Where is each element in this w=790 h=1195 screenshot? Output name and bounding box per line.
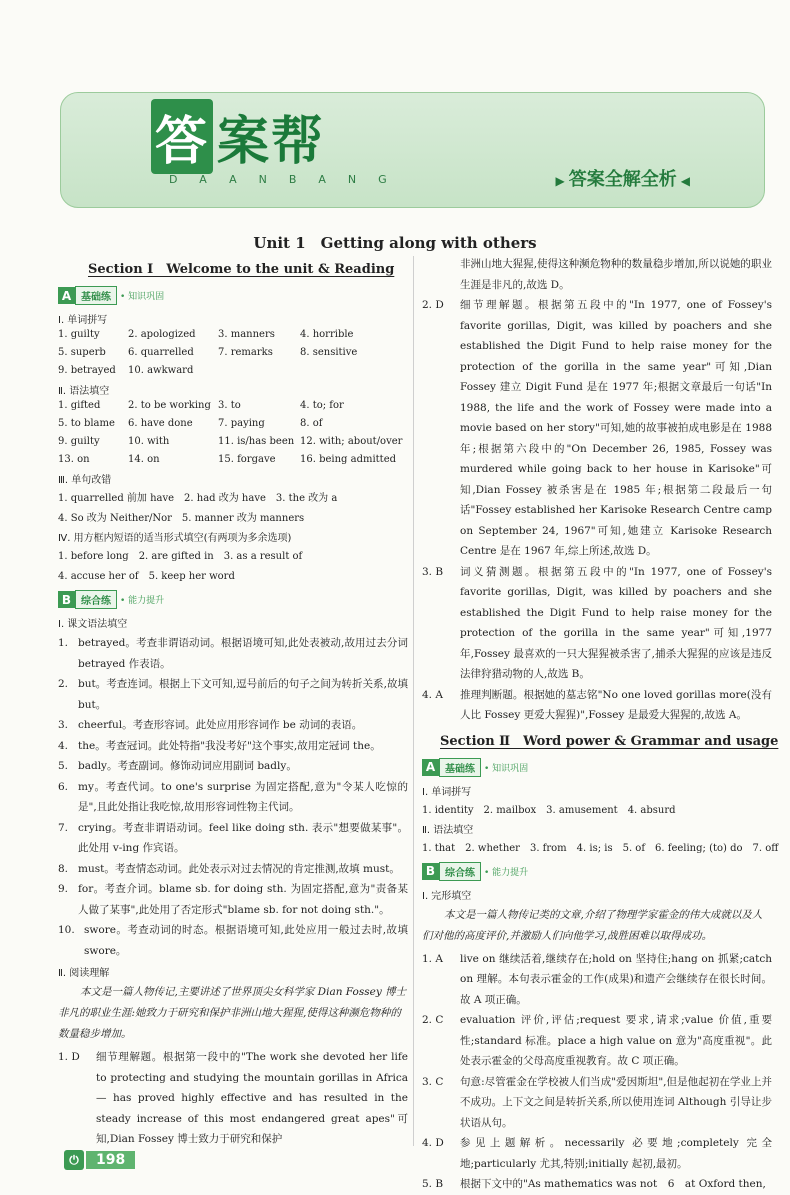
badge-note: • 能力提升 xyxy=(120,596,165,606)
right-column xyxy=(422,256,779,1195)
badge-name: 基础练 xyxy=(75,286,117,305)
page-number-text: 198 xyxy=(86,1151,135,1169)
list-item xyxy=(58,633,408,674)
answer: 4. to; for xyxy=(300,400,344,411)
reading-item xyxy=(58,1047,408,1150)
answer: 9. betrayed xyxy=(58,365,116,376)
item-number: 10. xyxy=(58,924,75,936)
grammar-answers xyxy=(58,400,408,465)
subheading: Ⅱ. 语法填空 xyxy=(58,386,110,397)
item-number: 9. xyxy=(58,883,69,895)
list-item xyxy=(58,777,408,818)
item-number: 4. A xyxy=(422,688,443,701)
item-text: evaluation 评价,评估;request 要求,请求;value 价值,重要性;standard 标准。place a high value on 意为"高度重视"。此处表示霍金的父母高度重视教育。故 C 项正确。 xyxy=(460,1014,772,1067)
cloze-item xyxy=(422,1133,772,1174)
correction-line: 4. So 改为 Neither/Nor 5. manner 改为 manners xyxy=(58,513,305,524)
item-number: 5. xyxy=(58,760,69,772)
badge-note: • 知识巩固 xyxy=(484,763,529,774)
banner-title-first: 答 xyxy=(151,99,213,174)
answer: 8. of xyxy=(300,418,323,429)
list-item xyxy=(58,674,408,715)
banner-title-rest: 案帮 xyxy=(217,111,326,172)
subheading: Ⅲ. 单句改错 xyxy=(58,475,112,486)
cloze-item xyxy=(422,1072,772,1134)
item-number: 3. C xyxy=(422,1075,444,1088)
reading-item xyxy=(422,562,772,685)
answer: 9. guilty xyxy=(58,436,100,447)
item-number: 1. A xyxy=(422,952,443,965)
triangle-left-icon: ◀ xyxy=(680,174,690,188)
page-number xyxy=(64,1150,135,1170)
badge-note: • 能力提升 xyxy=(484,867,529,878)
subheading: Ⅳ. 用方框内短语的适当形式填空(有两项为多余选项) xyxy=(58,533,292,544)
passage-intro: 本文是一篇人物传记,主要讲述了世界顶尖女科学家 Dian Fossey 博士非凡的职业生涯:她致力于研究和保护非洲山地大猩猩,使得这种濒危物种的数量稳步增加。 xyxy=(58,986,407,1040)
item-text: must。考查情态动词。此处表示对过去情况的肯定推测,故填 must。 xyxy=(78,862,400,875)
item-text: 参见上题解析。necessarily 必要地;completely 完全地;particularly 尤其,特别;initially 起初,最初。 xyxy=(460,1137,772,1170)
badge-name: 综合练 xyxy=(75,590,117,609)
item-text: 推理判断题。根据她的墓志铭"No one loved gorillas more(没有人比 Fossey 更爱大猩猩)",Fossey 是最爱大猩猩的,故选 A。 xyxy=(460,688,772,721)
subheading: Ⅱ. 阅读理解 xyxy=(58,968,110,979)
item-text: cheerful。考查形容词。此处应用形容词作 be 动词的表语。 xyxy=(78,719,363,731)
subheading: Ⅱ. 语法填空 xyxy=(422,824,474,836)
item-text: 细节理解题。根据第一段中的"The work she devoted her life to protecting and studying the mountain gorillas in Africa — has proved highly effective and has resulted in the steady increase of this most endangered great apes"可知,Dian Fossey 博士致力于研究和保护 xyxy=(96,1051,408,1145)
answer: 10. awkward xyxy=(128,365,194,376)
badge-basic xyxy=(58,287,164,304)
vocab-line: 1. identity 2. mailbox 3. amusement 4. absurd xyxy=(422,804,676,816)
badge-comprehensive xyxy=(58,591,164,608)
badge-basic xyxy=(422,759,528,776)
cloze-item xyxy=(422,1010,772,1072)
answer: 3. to xyxy=(218,400,241,411)
cloze-item xyxy=(422,949,772,1011)
continued-text: 非洲山地大猩猩,使得这种濒危物种的数量稳步增加,所以说她的职业生涯是非凡的,故选 D。 xyxy=(460,258,772,291)
answer: 2. to be working xyxy=(128,400,211,411)
item-text: my。考查代词。to one's surprise 为固定搭配,意为"令某人吃惊的是",且此处指让我吃惊,故用形容词性物主代词。 xyxy=(78,780,408,813)
item-number: 1. xyxy=(58,637,69,649)
answer: 8. sensitive xyxy=(300,347,358,358)
item-text: live on 继续活着,继续存在;hold on 坚持住;hang on 抓紧;catch on 理解。本句表示霍金的工作(成果)和遗产会继续存在很长时间。故 A 项正确。 xyxy=(460,952,772,1006)
triangle-right-icon: ▶ xyxy=(555,174,565,188)
vocab-answers xyxy=(58,329,408,376)
item-number: 5. B xyxy=(422,1178,444,1190)
item-number: 1. D xyxy=(58,1051,80,1063)
answer: 5. to blame xyxy=(58,418,115,429)
answer: 12. with; about/over xyxy=(300,436,403,447)
subheading: Ⅰ. 单词拼写 xyxy=(422,786,472,798)
item-number: 6. xyxy=(58,780,69,793)
answer: 11. is/has been xyxy=(218,436,295,447)
answer: 1. guilty xyxy=(58,329,100,340)
item-number: 4. D xyxy=(422,1137,444,1149)
answer: 7. paying xyxy=(218,418,265,429)
phrase-line: 4. accuse her of 5. keep her word xyxy=(58,571,235,582)
reading-item xyxy=(422,685,772,726)
badge-name: 综合练 xyxy=(439,862,481,881)
item-number: 4. xyxy=(58,739,69,752)
item-number: 2. D xyxy=(422,299,444,311)
phrase-line: 1. before long 2. are gifted in 3. as a result of xyxy=(58,551,303,562)
list-item xyxy=(58,859,408,880)
answer: 6. quarrelled xyxy=(128,347,194,358)
item-text: betrayed。考查非谓语动词。根据语境可知,此处表被动,故用过去分词 betrayed 作表语。 xyxy=(78,637,408,670)
answer: 13. on xyxy=(58,454,90,465)
answer: 2. apologized xyxy=(128,329,196,340)
list-item xyxy=(58,879,408,920)
banner-subtitle: DAANBANG xyxy=(169,173,409,186)
answer: 10. with xyxy=(128,436,170,447)
list-item xyxy=(58,920,408,961)
item-number: 3. xyxy=(58,719,69,731)
item-text: 细节理解题。根据第五段中的"In 1977, one of Fossey's favorite gorillas, Digit, was killed by poachers and she established the Digit Fund to help raise money for the protection of the gorilla in the same year"可知,Dian Fossey 建立 Digit Fund 是在 1977 年;根据文章最后一句话"In 1988, the life and the work of Fossey were made into a movie based on her story"可知,她的故事被拍成电影是在 1988 年;根据第六段中的"On December 26, 1985, Fossey was murdered while going back to her house in Karisoke"可知,Dian Fossey 被杀害是在 1985 年;根据第二段最后一句话"Fossey established her Karisoke Research Centre camp on September 24, 1967"可知,她建立 Karisoke Research Centre 是在 1967 年,综上所述,故选 D。 xyxy=(460,299,772,557)
item-text: the。考查冠词。此处特指"我没考好"这个事实,故用定冠词 the。 xyxy=(78,739,381,752)
list-item xyxy=(58,736,408,757)
item-text: swore。考查动词的时态。根据语境可知,此处应用一般过去时,故填 swore。 xyxy=(84,924,408,957)
badge-letter: B xyxy=(422,863,439,880)
item-number: 3. B xyxy=(422,565,444,578)
grammar-line: 1. that 2. whether 3. from 4. is; is 5. of 6. feeling; (to) do 7. off xyxy=(422,842,779,854)
item-number: 8. xyxy=(58,862,69,875)
subheading: Ⅰ. 课文语法填空 xyxy=(58,619,128,630)
left-column xyxy=(58,256,408,1150)
answer: 5. superb xyxy=(58,347,106,358)
list-item xyxy=(58,715,408,736)
answer: 4. horrible xyxy=(300,329,354,340)
item-text: for。考查介词。blame sb. for doing sth. 为固定搭配,意为"责备某人做了某事",此处用了否定形式"blame sb. for not doing sth."。 xyxy=(78,883,408,916)
answer: 6. have done xyxy=(128,418,193,429)
banner-title xyxy=(151,93,325,179)
unit-title: Unit 1 Getting along with others xyxy=(253,234,537,252)
badge-letter: A xyxy=(422,759,439,776)
answer: 7. remarks xyxy=(218,347,273,358)
badge-letter: B xyxy=(58,591,75,608)
answer: 16. being admitted xyxy=(300,454,397,465)
item-number: 2. C xyxy=(422,1014,444,1026)
subheading: Ⅰ. 完形填空 xyxy=(422,890,472,902)
answer: 1. gifted xyxy=(58,400,101,411)
item-text: but。考查连词。根据上下文可知,逗号前后的句子之间为转折关系,故填 but。 xyxy=(78,678,408,711)
column-divider xyxy=(413,256,414,1146)
answer: 15. forgave xyxy=(218,454,276,465)
answer: 3. manners xyxy=(218,329,275,340)
item-number: 2. xyxy=(58,678,69,690)
banner-tag-text: 答案全解全析 xyxy=(568,169,677,190)
subheading: Ⅰ. 单词拼写 xyxy=(58,315,108,326)
banner-tag xyxy=(552,165,694,191)
item-number: 7. xyxy=(58,821,69,834)
item-text: 句意:尽管霍金在学校被人们当成"爱因斯坦",但是他起初在学业上并不成功。上下文之间是转折关系,所以使用连词 Although 引导让步状语从句。 xyxy=(460,1075,772,1129)
badge-letter: A xyxy=(58,287,75,304)
reading-item xyxy=(422,295,772,562)
header-banner xyxy=(60,92,765,208)
answer: 14. on xyxy=(128,454,160,465)
item-text: badly。考查副词。修饰动词应用副词 badly。 xyxy=(78,760,297,772)
item-text: 根据下文中的"As mathematics was not 6 at Oxford then, xyxy=(460,1178,766,1190)
plug-icon: ⏻ xyxy=(64,1150,84,1170)
section-1-title: Section Ⅰ Welcome to the unit & Reading xyxy=(88,262,395,277)
badge-comprehensive xyxy=(422,863,528,880)
badge-name: 基础练 xyxy=(439,758,481,777)
item-text: crying。考查非谓语动词。feel like doing sth. 表示"想要做某事"。此处用 v-ing 作宾语。 xyxy=(78,821,408,854)
passage-intro: 本文是一篇人物传记类的文章,介绍了物理学家霍金的伟大成就以及人们对他的高度评价,并激励人们向他学习,战胜困难以取得成功。 xyxy=(422,908,763,942)
item-text: 词义猜测题。根据第五段中的"In 1977, one of Fossey's favorite gorillas, Digit, was killed by poachers and she established the Digit Fund to help raise money for the protection of the gorilla in the same year"可知,1977 年,Fossey 最喜欢的一只大猩猩被杀害了,捕杀大猩猩的应该是违反法律狩猎动物的人,故选 B。 xyxy=(460,565,772,680)
list-item xyxy=(58,756,408,777)
list-item xyxy=(58,818,408,859)
section-2-title: Section Ⅱ Word power & Grammar and usage xyxy=(440,733,779,749)
cloze-item xyxy=(422,1174,772,1195)
correction-line: 1. quarrelled 前加 have 2. had 改为 have 3. the 改为 a xyxy=(58,493,338,504)
badge-note: • 知识巩固 xyxy=(120,292,165,302)
